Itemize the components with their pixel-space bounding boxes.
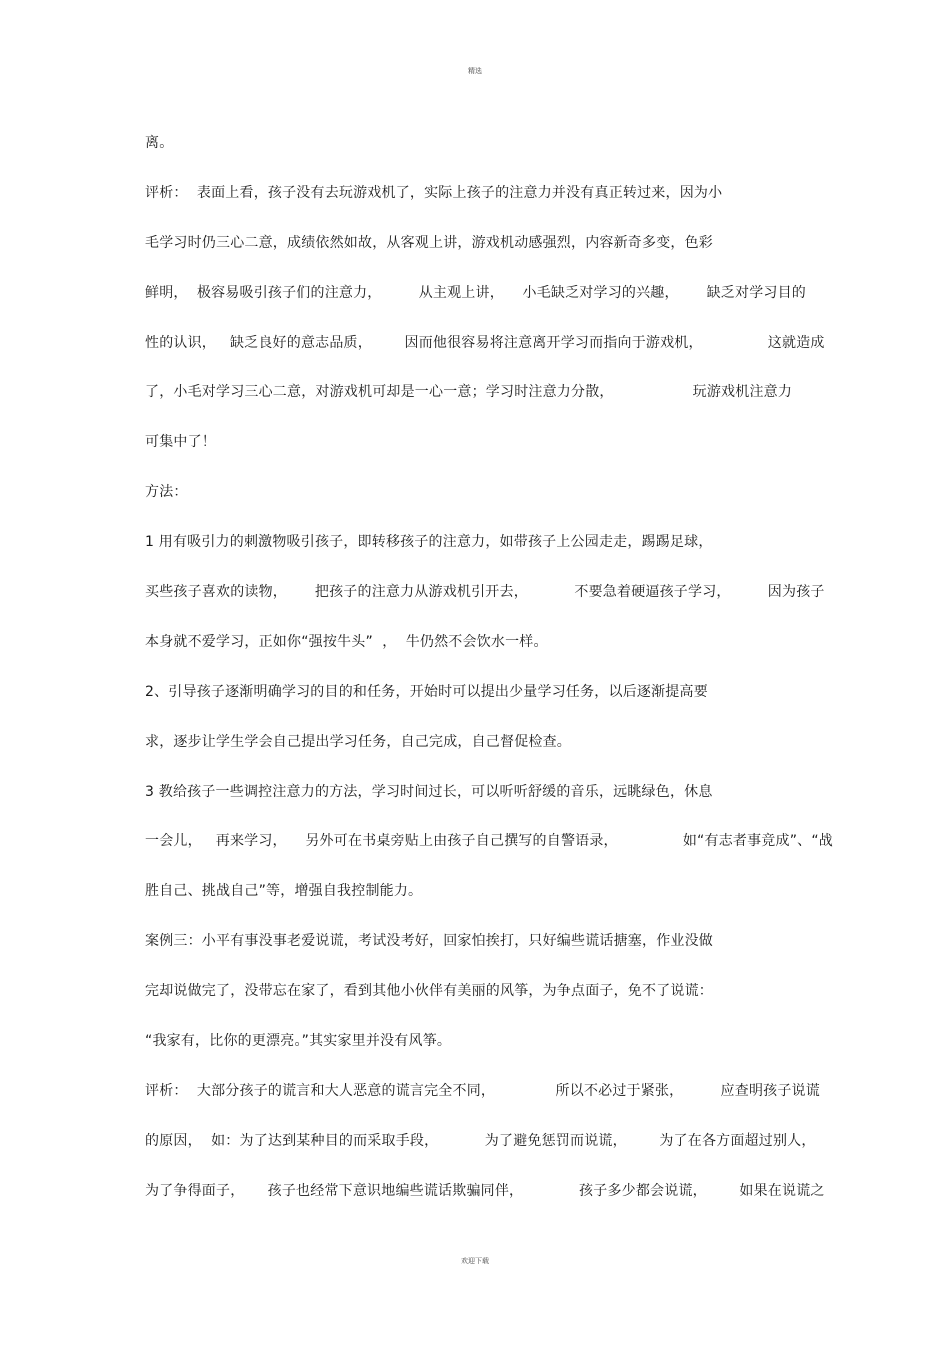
text-line: 的原因， 如：为了达到某种目的而采取手段， 为了避免惩罚而说谎， 为了在各方面超过别人， <box>145 1132 816 1149</box>
text-line: 为了争得面子， 孩子也经常下意识地编些谎话欺骗同伴， 孩子多少都会说谎， 如果在说谎之 <box>145 1182 825 1199</box>
text-line: 一会儿， 再来学习， 另外可在书桌旁贴上由孩子自己撰写的自警语录， 如“有志者事竞成”、“战 <box>145 833 834 850</box>
text-line: 胜自己、挑战自己”等，增强自我控制能力。 <box>145 883 423 900</box>
text-line: 了，小毛对学习三心二意，对游戏机可却是一心一意；学习时注意力分散， 玩游戏机注意力 <box>145 384 793 401</box>
page-footer: 欢迎下载 <box>461 1257 489 1265</box>
text-line: 评析： 大部分孩子的谎言和大人恶意的谎言完全不同， 所以不必过于紧张， 应查明孩子说谎 <box>145 1082 820 1099</box>
text-line: 离。 <box>145 135 174 151</box>
text-line: 买些孩子喜欢的读物， 把孩子的注意力从游戏机引开去， 不要急着硬逼孩子学习， 因为孩子 <box>145 584 825 601</box>
text-line: 本身就不爱学习，正如你“强按牛头” ， 牛仍然不会饮水一样。 <box>145 633 548 650</box>
text-line: 求，逐步让学生学会自己提出学习任务，自己完成，自己督促检查。 <box>145 733 571 750</box>
text-line: 完却说做完了，没带忘在家了，看到其他小伙伴有美丽的风筝，为争点面子，免不了说谎： <box>145 983 713 1000</box>
document-body <box>145 132 834 1230</box>
text-line: “我家有，比你的更漂亮。”其实家里并没有风筝。 <box>145 1033 452 1050</box>
text-line: 评析： 表面上看，孩子没有去玩游戏机了，实际上孩子的注意力并没有真正转过来，因为小 <box>145 184 723 201</box>
text-line: 性的认识， 缺乏良好的意志品质， 因而他很容易将注意离开学习而指向于游戏机， 这就造成 <box>145 334 825 351</box>
text-line: 鲜明， 极容易吸引孩子们的注意力， 从主观上讲， 小毛缺乏对学习的兴趣， 缺乏对学习目的 <box>145 284 807 301</box>
page-header: 精选 <box>468 67 482 75</box>
text-line: 案例三：小平有事没事老爱说谎，考试没考好，回家怕挨打，只好编些谎话搪塞，作业没做 <box>145 933 713 950</box>
section-heading: 方法： <box>145 484 188 501</box>
text-line: 1 用有吸引力的刺激物吸引孩子，即转移孩子的注意力，如带孩子上公园走走，踢踢足球， <box>145 534 713 551</box>
text-line: 毛学习时仍三心二意，成绩依然如故，从客观上讲，游戏机动感强烈，内容新奇多变，色彩 <box>145 234 713 251</box>
text-line: 2、引导孩子逐渐明确学习的目的和任务，开始时可以提出少量学习任务，以后逐渐提高要 <box>145 683 708 700</box>
text-line: 3 教给孩子一些调控注意力的方法，学习时间过长，可以听听舒缓的音乐，远眺绿色，休息 <box>145 783 713 800</box>
text-line: 可集中了！ <box>145 434 216 451</box>
